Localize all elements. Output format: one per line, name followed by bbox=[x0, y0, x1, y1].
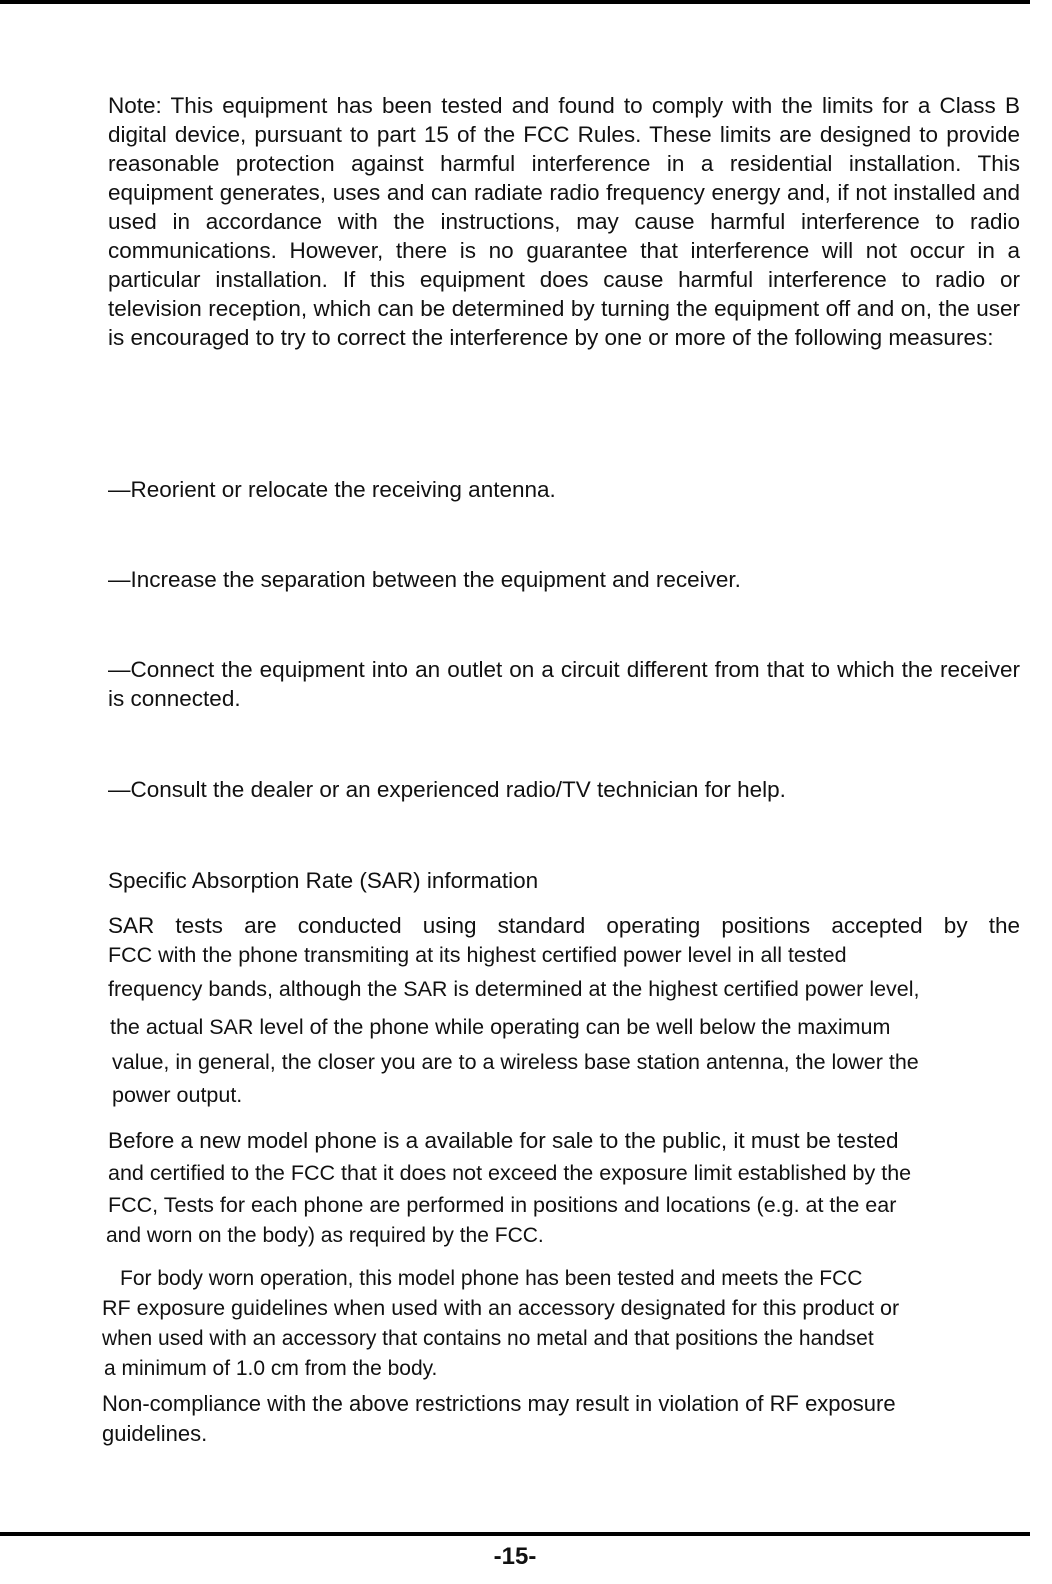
non-compliance-line: guidelines. bbox=[102, 1421, 208, 1446]
sar-paragraph bbox=[108, 911, 1020, 1112]
measure-connect-outlet: —Connect the equipment into an outlet on a circuit different from that to which the receiver is connected. bbox=[108, 657, 1020, 711]
body-worn-line: a minimum of 1.0 cm from the body. bbox=[104, 1357, 438, 1380]
body-worn-line: when used with an accessory that contains no metal and that positions the handset bbox=[102, 1327, 874, 1350]
measure-reorient: —Reorient or relocate the receiving antenna. bbox=[108, 477, 556, 502]
certification-line: and certified to the FCC that it does not exceed the exposure limit established by the bbox=[108, 1161, 912, 1185]
top-rule bbox=[0, 0, 1030, 4]
body-worn-paragraph bbox=[102, 1264, 1042, 1383]
page-number: -15- bbox=[493, 1543, 537, 1570]
bottom-rule bbox=[0, 1532, 1030, 1536]
measure-increase-separation: —Increase the separation between the equipment and receiver. bbox=[108, 567, 741, 592]
sar-line: value, in general, the closer you are to a wireless base station antenna, the lower the bbox=[112, 1050, 919, 1074]
sar-line: power output. bbox=[112, 1083, 243, 1107]
non-compliance-line: Non-compliance with the above restrictions may result in violation of RF exposure bbox=[102, 1391, 896, 1416]
body-worn-line: For body worn operation, this model phone has been tested and meets the FCC bbox=[120, 1267, 863, 1290]
sar-line: frequency bands, although the SAR is determined at the highest certified power level, bbox=[108, 977, 920, 1001]
sar-line: FCC with the phone transmiting at its highest certified power level in all tested bbox=[108, 943, 847, 967]
sar-line: the actual SAR level of the phone while operating can be well below the maximum bbox=[110, 1015, 891, 1039]
certification-line: Before a new model phone is a available for sale to the public, it must be tested bbox=[108, 1128, 899, 1153]
certification-line: FCC, Tests for each phone are performed in positions and locations (e.g. at the ear bbox=[108, 1193, 897, 1217]
fcc-compliance-note: Note: This equipment has been tested and found to comply with the limits for a Class B digital device, pursuant to part 15 of the FCC Rules. These limits are designed to provide reasonable protection against harmful interference in a residential installation. This equipment generates, uses and can radiate radio frequency energy and, if not installed and used in accordance with the instructions, may cause harmful interference to radio communications. However, there is no guarantee that interference will not occur in a particular installation. If this equipment does cause harmful interference to radio or television reception, which can be determined by turning the equipment off and on, the user is encouraged to try to correct the interference by one or more of the following measures: bbox=[108, 93, 1020, 350]
sar-heading: Specific Absorption Rate (SAR) information bbox=[108, 868, 539, 893]
sar-first-line: SAR tests are conducted using standard operating positions accepted by the bbox=[108, 913, 1020, 938]
certification-paragraph bbox=[108, 1126, 1048, 1250]
non-compliance-paragraph bbox=[102, 1389, 1042, 1449]
body-worn-line: RF exposure guidelines when used with an accessory designated for this product or bbox=[102, 1296, 900, 1320]
certification-line: and worn on the body) as required by the FCC. bbox=[106, 1224, 544, 1247]
measure-consult-dealer: —Consult the dealer or an experienced radio/TV technician for help. bbox=[108, 777, 786, 802]
